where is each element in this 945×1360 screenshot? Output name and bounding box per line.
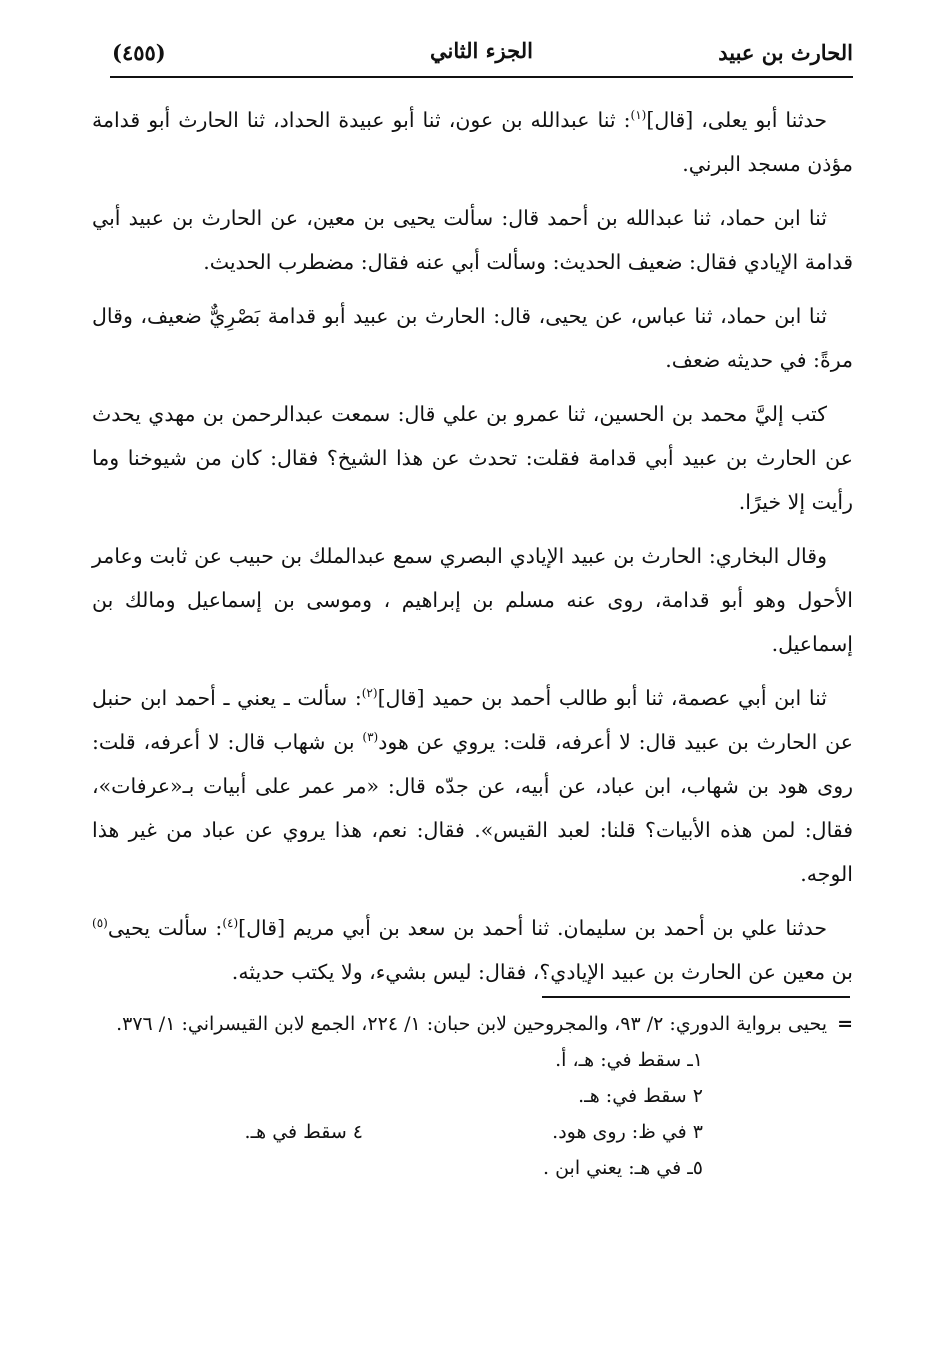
footnote-row-4 — [110, 1150, 703, 1186]
footnotes — [110, 1006, 853, 1186]
footnote-ref-1: (١) — [630, 108, 647, 123]
paragraph-6: ثنا ابن أبي عصمة، ثنا أبو طالب أحمد بن حميد [قال]$^{(٢)}$: سألت ـ يعني ـ أحمد ابن حنبل عن الحارث بن عبيد قال: لا أعرفه، قلت: يروي عن هود$^{(٣)}$ بن شهاب قال: لا أعرفه، قلت: روى هود بن شهاب، ابن عباد، عن أبيه، عن جدّه قال: «مر عمر على أبيات بـ«عرفات»، فقال: لمن هذه الأبيات؟ قلنا: لعبد القيس». فقال: نعم، هذا يروي عن عباد من غير هذا الوجه. — [92, 686, 853, 886]
footnote-3: ٣ في ظ: روى هود. — [552, 1121, 703, 1143]
paragraph-1: حدثنا أبو يعلى، [قال]$^{(١)}$: ثنا عبدالله بن عون، ثنا أبو عبيدة الحداد، ثنا الحارث أبو قدامة مؤذن مسجد البرني. — [92, 108, 853, 176]
paragraph-3: ثنا ابن حماد، ثنا عباس، عن يحيى، قال: الحارث بن عبيد أبو قدامة بَصْرِيٌّ ضعيف، وقال مرةً: في حديثه ضعف. — [92, 304, 853, 372]
footnote-ref-2: (٢) — [361, 686, 378, 701]
continuation-marker: = — [837, 1013, 853, 1035]
paragraph-7: حدثنا علي بن أحمد بن سليمان. ثنا أحمد بن سعد بن أبي مريم [قال]$^{(٤)}$: سألت يحيى$^{(٥)}$ بن معين عن الحارث بن عبيد الإيادي؟، فقال: ليس بشيء، ولا يكتب حديثه. — [92, 916, 853, 984]
footnote-4: ٤ سقط في هـ. — [244, 1121, 363, 1143]
footnote-ref-5: (٥) — [92, 916, 108, 931]
footnote-ref-3: (٣) — [362, 730, 379, 745]
footnote-row-3 — [110, 1114, 703, 1150]
footnote-continuation: =يحيى برواية الدوري: ٢/ ٩٣، والمجروحين لابن حبان: ١/ ٢٢٤، الجمع لابن القيسراني: ١/ ٣٧٦. — [110, 1006, 853, 1042]
footnote-row-1 — [110, 1042, 703, 1078]
footnote-ref-4: (٤) — [222, 916, 239, 931]
paragraph-4: كتب إليَّ محمد بن الحسين، ثنا عمرو بن علي قال: سمعت عبدالرحمن بن مهدي يحدث عن الحارث بن عبيد أبي قدامة فقلت: تحدث عن هذا الشيخ؟ فقال: كان من شيوخنا وما رأيت إلا خيرًا. — [92, 402, 853, 514]
paragraph-5: وقال البخاري: الحارث بن عبيد الإيادي البصري سمع عبدالملك بن حبيب عن ثابت وعامر الأحول وهو أبو قدامة، روى عنه مسلم بن إبراهيم ، وموسى بن إسماعيل ومالك بن إسماعيل. — [92, 544, 853, 656]
page-number: (٤٥٥) — [112, 40, 166, 65]
footnote-1: ١ـ سقط في: هـ، أ. — [555, 1049, 703, 1071]
footnote-divider — [542, 996, 850, 998]
paragraph-2: ثنا ابن حماد، ثنا عبدالله بن أحمد قال: سألت يحيى بن معين، عن الحارث بن عبيد أبي قدامة الإيادي فقال: ضعيف الحديث: وسألت أبي عنه فقال: مضطرب الحديث. — [92, 206, 853, 274]
main-text — [92, 98, 853, 1004]
footnote-row-2 — [110, 1078, 703, 1114]
running-title: الحارث بن عبيد — [718, 40, 853, 65]
footnote-5: ٥ـ في هـ: يعني ابن . — [543, 1157, 703, 1179]
page-header — [110, 36, 853, 78]
footnote-2: ٢ سقط في: هـ. — [578, 1085, 703, 1107]
volume-title: الجزء الثاني — [430, 38, 533, 63]
